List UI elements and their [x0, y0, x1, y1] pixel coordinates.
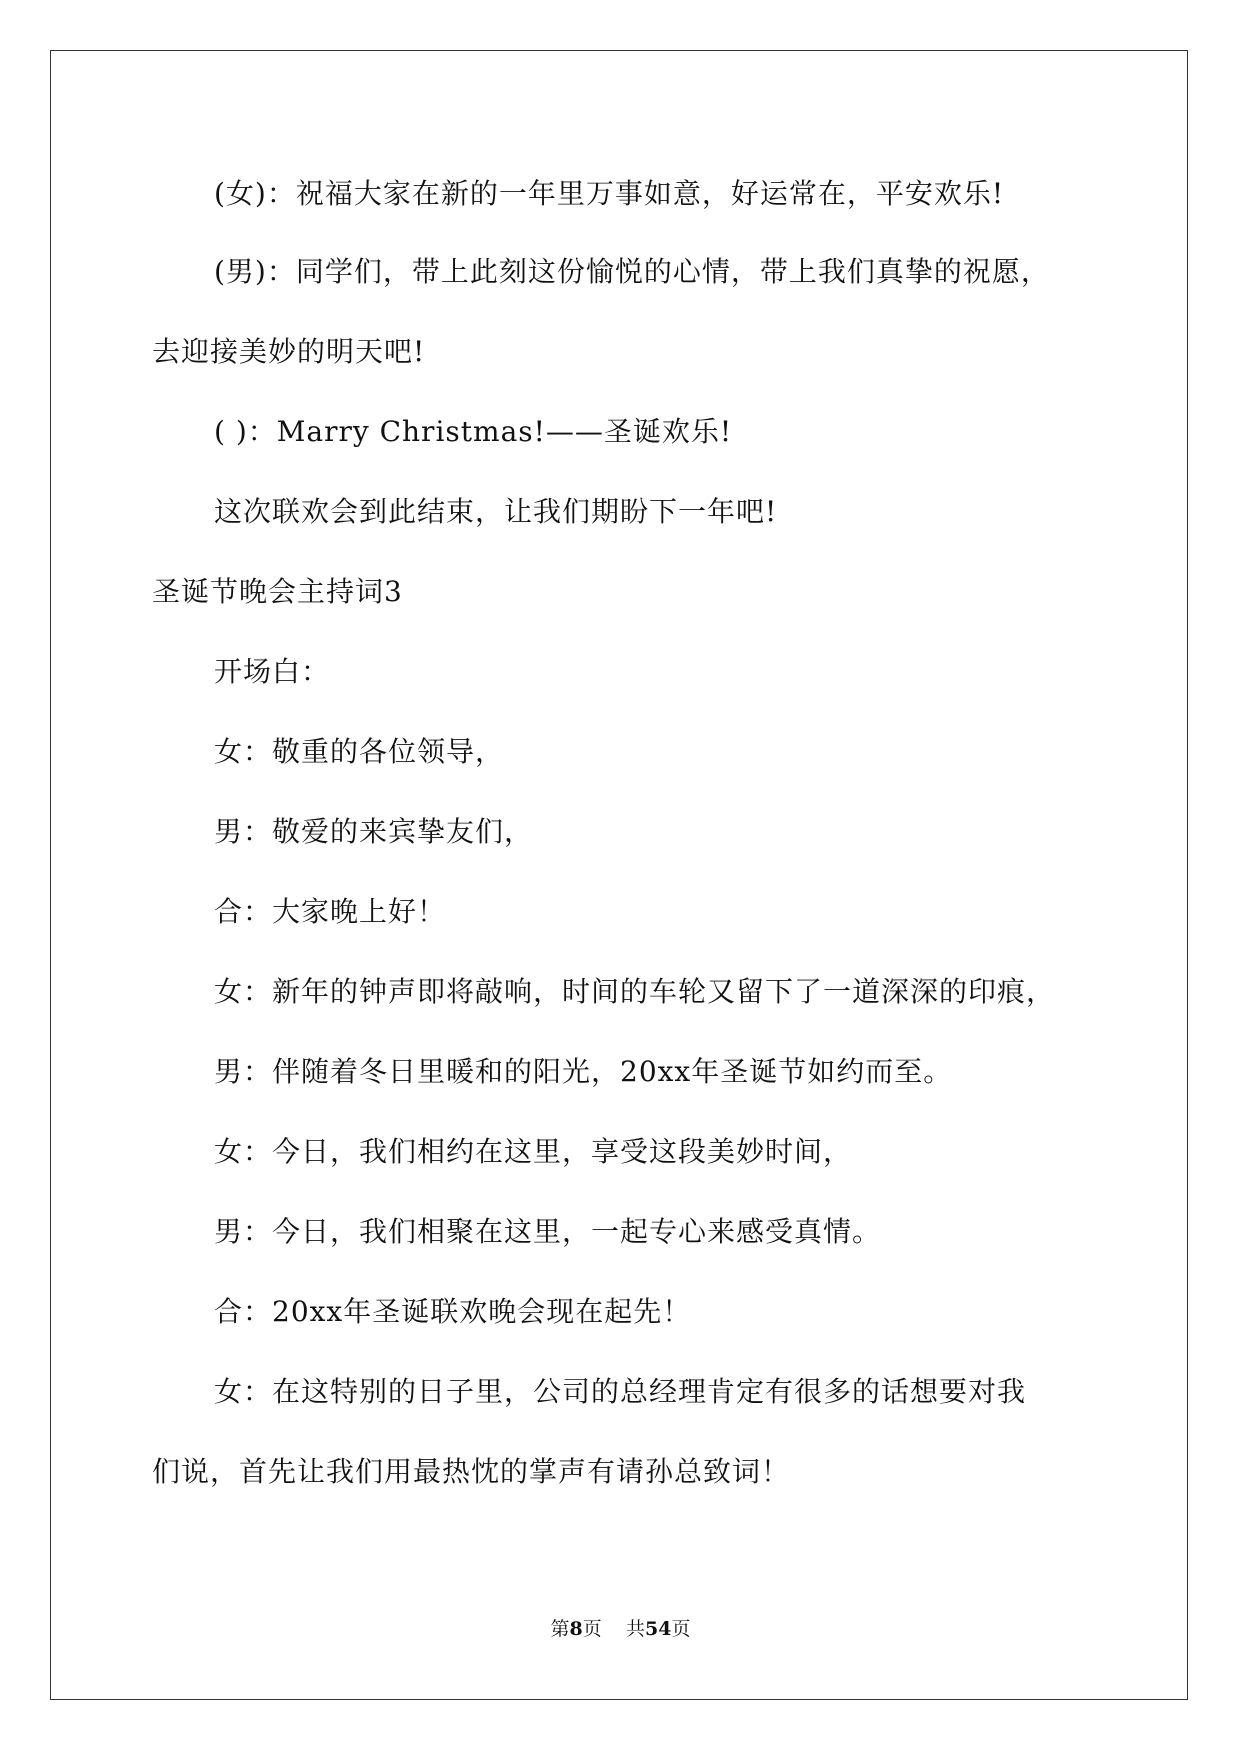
- section-heading: 圣诞节晚会主持词3: [152, 575, 403, 608]
- paragraph-line: 男：伴随着冬日里暖和的阳光，20xx年圣诞节如约而至。: [214, 1055, 953, 1088]
- page-number-footer: [0, 1617, 1241, 1641]
- footer-page-unit: 页: [582, 1618, 602, 1640]
- footer-total-prefix: 共: [625, 1618, 645, 1640]
- paragraph-line: 合：大家晚上好！: [214, 895, 447, 928]
- footer-prefix: 第: [550, 1618, 570, 1640]
- page-border: [50, 50, 1188, 1700]
- paragraph-line: 女：今日，我们相约在这里，享受这段美妙时间，: [214, 1135, 853, 1168]
- paragraph-line: 女：敬重的各位领导，: [214, 735, 505, 768]
- paragraph-line: 女：在这特别的日子里，公司的总经理肯定有很多的话想要对我: [214, 1375, 1027, 1408]
- paragraph-line: 合：20xx年圣诞联欢晚会现在起先！: [214, 1295, 692, 1328]
- current-page-number: 8: [569, 1618, 583, 1640]
- paragraph-line: 开场白：: [214, 655, 331, 688]
- paragraph-line: 女：新年的钟声即将敲响，时间的车轮又留下了一道深深的印痕，: [214, 975, 1056, 1008]
- paragraph-line: 男：敬爱的来宾挚友们，: [214, 815, 534, 848]
- paragraph-line: 男：今日，我们相聚在这里，一起专心来感受真情。: [214, 1215, 882, 1248]
- paragraph-line: 们说，首先让我们用最热忱的掌声有请孙总致词！: [152, 1455, 791, 1488]
- paragraph-line: 去迎接美妙的明天吧!: [152, 335, 426, 368]
- paragraph-line: ( )：Marry Christmas!——圣诞欢乐!: [214, 415, 733, 448]
- paragraph-line: (男)：同学们，带上此刻这份愉悦的心情，带上我们真挚的祝愿，: [214, 255, 1050, 288]
- paragraph-line: 这次联欢会到此结束，让我们期盼下一年吧!: [214, 495, 778, 528]
- total-page-count: 54: [644, 1618, 672, 1640]
- paragraph-line: (女)：祝福大家在新的一年里万事如意，好运常在，平安欢乐!: [214, 177, 1005, 210]
- footer-total-unit: 页: [671, 1618, 691, 1640]
